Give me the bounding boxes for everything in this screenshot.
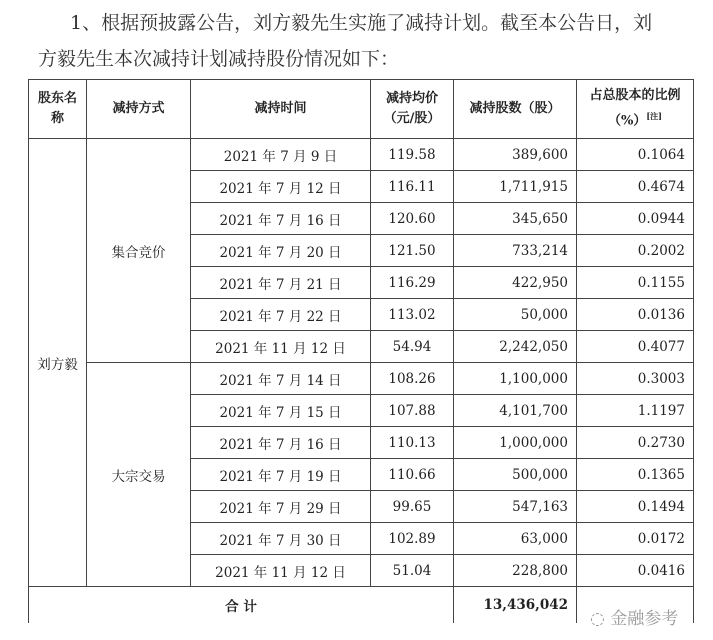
header-method: 减持方式 <box>87 80 191 139</box>
shares: 1,100,000 <box>454 363 577 395</box>
shares: 2,242,050 <box>454 331 577 363</box>
avg-price: 108.26 <box>371 363 454 395</box>
reduction-date: 2021 年 7 月 29 日 <box>191 491 371 523</box>
watermark: ◌ 金融参考 <box>590 609 679 629</box>
reduction-date: 2021 年 7 月 12 日 <box>191 171 371 203</box>
ratio: 0.0944 <box>577 203 694 235</box>
shares: 500,000 <box>454 459 577 491</box>
reduction-date: 2021 年 7 月 14 日 <box>191 363 371 395</box>
avg-price: 99.65 <box>371 491 454 523</box>
paragraph-line-2: 方毅先生本次减持计划减持股份情况如下： <box>38 48 400 70</box>
shares: 733,214 <box>454 235 577 267</box>
avg-price: 107.88 <box>371 395 454 427</box>
shares: 1,000,000 <box>454 427 577 459</box>
shares: 63,000 <box>454 523 577 555</box>
ratio: 0.0172 <box>577 523 694 555</box>
shares: 50,000 <box>454 299 577 331</box>
reduction-date: 2021 年 7 月 30 日 <box>191 523 371 555</box>
total-shares: 13,436,042 <box>454 587 577 624</box>
reduction-date: 2021 年 7 月 21 日 <box>191 267 371 299</box>
avg-price: 116.11 <box>371 171 454 203</box>
avg-price: 102.89 <box>371 523 454 555</box>
reduction-date: 2021 年 7 月 9 日 <box>191 139 371 171</box>
avg-price: 120.60 <box>371 203 454 235</box>
shareholder-name: 刘方毅 <box>29 139 87 587</box>
header-ratio: 占总股本的比例（%）[注] <box>577 80 694 139</box>
shares: 547,163 <box>454 491 577 523</box>
shares: 4,101,700 <box>454 395 577 427</box>
ratio: 0.1494 <box>577 491 694 523</box>
reduction-date: 2021 年 7 月 19 日 <box>191 459 371 491</box>
ratio: 0.1365 <box>577 459 694 491</box>
ratio: 0.4077 <box>577 331 694 363</box>
shares: 422,950 <box>454 267 577 299</box>
ratio: 0.4674 <box>577 171 694 203</box>
avg-price: 116.29 <box>371 267 454 299</box>
share-reduction-table <box>28 79 694 623</box>
avg-price: 121.50 <box>371 235 454 267</box>
avg-price: 113.02 <box>371 299 454 331</box>
reduction-date: 2021 年 7 月 16 日 <box>191 427 371 459</box>
ratio: 0.1155 <box>577 267 694 299</box>
shares: 228,800 <box>454 555 577 587</box>
reduction-date: 2021 年 7 月 20 日 <box>191 235 371 267</box>
shares: 1,711,915 <box>454 171 577 203</box>
avg-price: 54.94 <box>371 331 454 363</box>
table-row <box>29 139 694 171</box>
header-time: 减持时间 <box>191 80 371 139</box>
ratio: 0.2002 <box>577 235 694 267</box>
avg-price: 110.13 <box>371 427 454 459</box>
reduction-method: 集合竞价 <box>87 139 191 363</box>
ratio: 0.0416 <box>577 555 694 587</box>
reduction-date: 2021 年 7 月 16 日 <box>191 203 371 235</box>
reduction-date: 2021 年 11 月 12 日 <box>191 331 371 363</box>
header-price: 减持均价（元/股） <box>371 80 454 139</box>
reduction-date: 2021 年 11 月 12 日 <box>191 555 371 587</box>
table-row <box>29 363 694 395</box>
total-label: 合 计 <box>29 587 454 624</box>
paragraph-line-1: 1、根据预披露公告，刘方毅先生实施了减持计划。截至本公告日，刘 <box>70 12 653 34</box>
reduction-method: 大宗交易 <box>87 363 191 587</box>
ratio: 0.1064 <box>577 139 694 171</box>
shares: 389,600 <box>454 139 577 171</box>
ratio: 0.2730 <box>577 427 694 459</box>
ratio: 0.3003 <box>577 363 694 395</box>
ratio: 1.1197 <box>577 395 694 427</box>
avg-price: 119.58 <box>371 139 454 171</box>
reduction-date: 2021 年 7 月 22 日 <box>191 299 371 331</box>
reduction-date: 2021 年 7 月 15 日 <box>191 395 371 427</box>
header-name: 股东名称 <box>29 80 87 139</box>
header-shares: 减持股数（股） <box>454 80 577 139</box>
ratio: 0.0136 <box>577 299 694 331</box>
avg-price: 51.04 <box>371 555 454 587</box>
avg-price: 110.66 <box>371 459 454 491</box>
shares: 345,650 <box>454 203 577 235</box>
